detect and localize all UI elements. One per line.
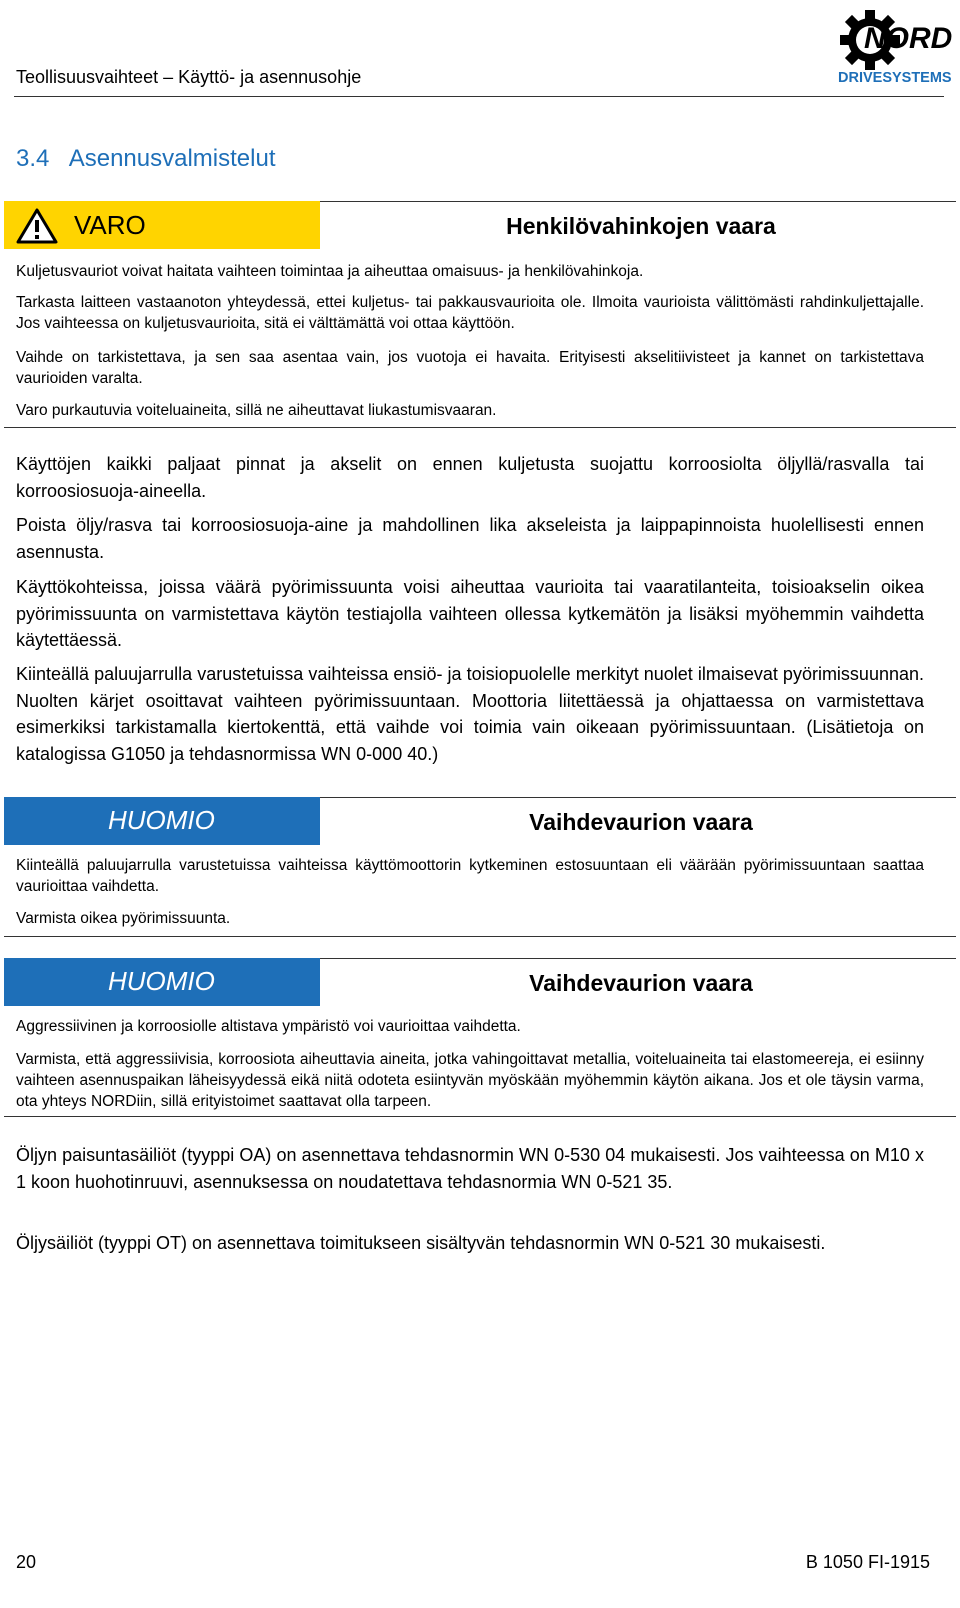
warning-paragraph: Varo purkautuvia voiteluaineita, sillä ne aiheuttavat liukastumisvaaran. — [16, 402, 497, 419]
notice-paragraph: Aggressiivinen ja korroosiolle altistava ympäristö voi vaurioittaa vaihdetta. — [16, 1018, 521, 1035]
warning-paragraph: Tarkasta laitteen vastaanoton yhteydessä, ettei kuljetus- tai pakkausvaurioita ole. Ilmoita vaurioista välittömästi rahdinkuljettajalle. Jos vaihteessa on kuljetusvaurioita, sitä ei välttämättä voi ottaa käyttöön. — [16, 294, 924, 332]
notice-end-rule — [4, 1116, 956, 1117]
warning-label: VARO — [74, 210, 146, 240]
banner-rule — [320, 958, 956, 959]
banner-rule — [320, 201, 956, 202]
body-paragraph: Käyttöjen kaikki paljaat pinnat ja akselit on ennen kuljetusta suojattu korroosiolta öljyllä/rasvalla tai korroosiosuoja-aineella. — [16, 454, 924, 501]
body-paragraph: Poista öljy/rasva tai korroosiosuoja-aine ja mahdollinen lika akseleista ja laippapinnoista huolellisesti ennen asennusta. — [16, 515, 924, 562]
notice-end-rule — [4, 936, 956, 937]
notice-banner — [4, 797, 956, 845]
svg-text:DRIVESYSTEMS: DRIVESYSTEMS — [838, 70, 952, 86]
notice-title: Vaihdevaurion vaara — [529, 809, 753, 835]
warning-paragraph: Kuljetusvauriot voivat haitata vaihteen toimintaa ja aiheuttaa omaisuus- ja henkilövahinkoja. — [16, 263, 644, 280]
svg-text:NORD: NORD — [864, 22, 953, 55]
notice-label: HUOMIO — [108, 966, 215, 996]
notice-paragraph: Varmista oikea pyörimissuunta. — [16, 910, 231, 927]
body-paragraph: Käyttökohteissa, joissa väärä pyörimissuunta voisi aiheuttaa vaurioita tai vaaratilanteita, toisioakselin oikea pyörimissuunta on varmistettava käytön testiajolla vaihteen ollessa kytkemätön ja lisäksi myöhemmin vaihdetta käytettäessä. — [16, 577, 924, 650]
document-code: B 1050 FI-1915 — [805, 1552, 930, 1572]
notice-label: HUOMIO — [108, 805, 215, 835]
warning-title: Henkilövahinkojen vaara — [506, 213, 776, 239]
notice-paragraph: Kiinteällä paluujarrulla varustetuissa vaihteissa käyttömoottorin kytkeminen estosuuntaan eli väärään pyörimissuuntaan saattaa vaurioittaa vaihdetta. — [16, 857, 924, 895]
header-divider — [14, 96, 944, 97]
body-paragraph: Kiinteällä paluujarrulla varustetuissa vaihteissa ensiö- ja toisiopuolelle merkityt nuolet ilmaisevat pyörimissuunnan. Nuolten kärjet osoittavat vaihteen pyörimissuuntaan. Moottoria liitettäessä ja ohjattaessa on varmistettava esimerkiksi tarkistamalla kiertokenttä, että vaihde voi toimia vain oikeaan pyörimissuuntaan. (Lisätietoja on katalogissa G1050 ja tehdasnormissa WN 0-000 40.) — [16, 664, 924, 764]
page-number: 20 — [16, 1552, 37, 1572]
section-number: 3.4 — [16, 145, 50, 172]
notice-banner — [4, 958, 956, 1006]
body-paragraph: Öljyn paisuntasäiliöt (tyyppi OA) on asennettava tehdasnormin WN 0-530 04 mukaisesti. Jos vaihteessa on M10 x 1 koon huohotinruuvi, asennuksessa on noudatettava tehdasnormia WN 0-521 35. — [16, 1145, 924, 1192]
section-heading — [16, 145, 275, 173]
body-paragraph: Öljysäiliöt (tyyppi OT) on asennettava toimitukseen sisältyvän tehdasnormin WN 0-521 30 mukaisesti. — [16, 1233, 826, 1253]
section-title: Asennusvalmistelut — [68, 145, 276, 172]
warning-paragraph: Vaihde on tarkistettava, ja sen saa asentaa vain, jos vuotoja ei havaita. Erityisesti akselitiivisteet ja kannet on tarkistettava vaurioiden varalta. — [16, 349, 924, 387]
nord-logo — [838, 4, 954, 94]
warning-banner — [4, 201, 956, 249]
warning-triangle-icon — [15, 207, 59, 245]
banner-rule — [320, 797, 956, 798]
notice-paragraph: Varmista, että aggressiivisia, korroosiota aiheuttavia aineita, jotka vahingoittavat metallia, voiteluaineita tai elastomeereja, ei esiinny vaihteen asennuspaikan läheisyydessä eikä niitä odoteta esiintyvän myöskään myöhemmin käytön aikana. Jos et ole täysin varma, ota yhteys NORDiin, sillä erityistoimet saattavat olla tarpeen. — [16, 1051, 924, 1110]
warning-end-rule — [4, 427, 956, 428]
notice-title: Vaihdevaurion vaara — [529, 970, 753, 996]
document-title: Teollisuusvaihteet – Käyttö- ja asennusohje — [16, 67, 362, 87]
